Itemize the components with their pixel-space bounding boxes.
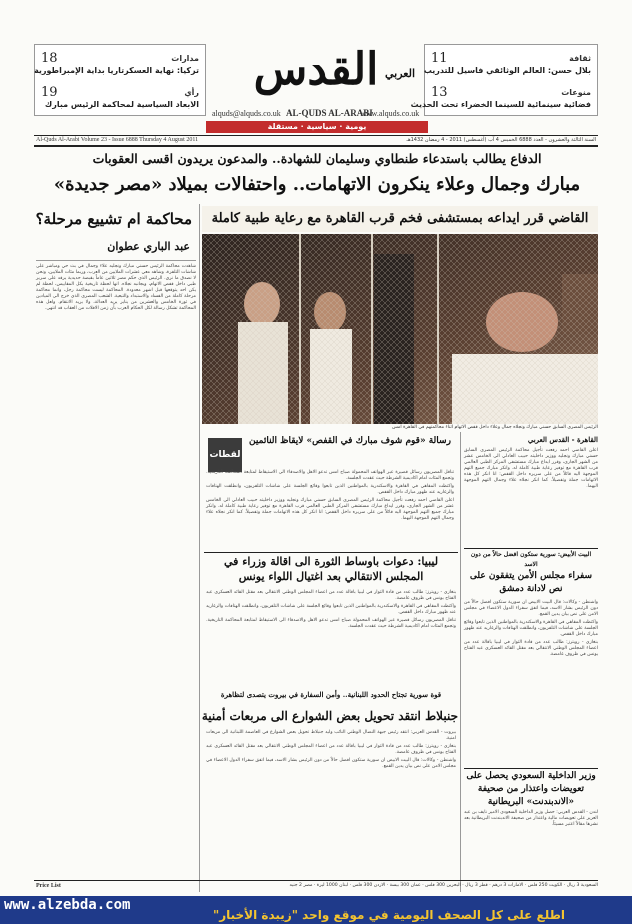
syria-body xyxy=(464,600,598,770)
opinion-author: عبد الباري عطوان xyxy=(107,240,190,253)
logo-text: القدس xyxy=(253,44,379,95)
website-address[interactable]: www.alquds.co.uk xyxy=(360,109,420,118)
saudi-body xyxy=(464,810,598,888)
right-column-body xyxy=(464,448,598,548)
saudi-top-rule xyxy=(464,768,598,769)
message-paragraph: تناقل المصريون رسائل قصيرة عبر الهواتف المحمولة صباح امس تدعو الاهل والاصدقاء الى الاستيقاظ لمتابعة المحاكمة التاريخية. وتجمع المئات امام اكاديمية الشرطة حيث عقدت الجلسة. xyxy=(206,470,454,481)
libya-paragraph: بنغازي - رويترز: طالب عدد من قادة الثوار في ليبيا باقالة عدد من اعضاء المجلس الوطني الانتقالي بعد مقتل القائد العسكري عبد الفتاح يونس في ظروف غامضة. xyxy=(206,590,456,601)
libya-paragraph-3: تناقل المصريون رسائل قصيرة عبر الهواتف المحمولة صباح امس تدعو الاهل والاصدقاء الى الاستيقاظ لمتابعة المحاكمة التاريخية. وتجمع المئات امام اكاديمية الشرطة حيث عقدت الجلسة. xyxy=(206,618,456,629)
opinion-paragraph: شاهدت محاكمة الرئيس حسني مبارك ونجليه علاء وجمال في بث حي ومباشر على شاشات التلفزة، وشاهد معي عشرات الملايين من العرب، وربما مئات الملايين، ونحن لا نصدق ما نرى. الرئيس الذي حكم مصر ثلاثين عاماً بقبضة حديدية يرقد على سرير طبي داخل قفص الاتهام، وبجانبه نجلاه. انها لحظة تاريخية بكل المقاييس، لحظة لم يكن احد يتوقعها قبل اشهر معدودة. المحاكمة ليست محاكمة رجل، وانما محاكمة مرحلة كاملة من الفساد والاستبداد والتبعية. الشعب المصري الذي خرج الى الميادين في ثورة الخامس والعشرين من يناير يريد العدالة، ولا يريد الانتقام. ولعل هذه المحاكمة تشكل رسالة لكل الحكام العرب بأن زمن الافلات من العقاب قد انتهى. xyxy=(36,264,196,311)
libya-headline[interactable]: ليبيا: دعوات باوساط الثورة الى اقالة وزراء في المجلس الانتقالي بعد اغتيال اللواء يونس xyxy=(223,555,439,583)
teaser-right-1-number: 11 xyxy=(431,50,448,66)
date-line: السنة الثالثة والعشرون - العدد 6888 الخميس 4 آب (أغسطس) 2011 - 4 رمضان 1432هـ xyxy=(406,137,596,143)
teaser-right-1-row[interactable] xyxy=(425,63,597,77)
price-rule xyxy=(34,880,598,881)
message-badge: لقطات xyxy=(208,438,242,472)
jumblatt-paragraph-3: واشنطن - وكالات: قال البيت الابيض ان سورية ستكون افضل حالاً من دون الرئيس بشار الاسد، فيما اتفق سفراء الدول الاعضاء في مجلس الامن على نص بيان يدين القمع. xyxy=(206,758,456,769)
right-divider xyxy=(460,432,461,892)
jumblatt-paragraph-2: بنغازي - رويترز: طالب عدد من قادة الثوار في ليبيا باقالة عدد من اعضاء المجلس الوطني الانتقالي بعد مقتل القائد العسكري عبد الفتاح يونس في ظروف غامضة. xyxy=(206,744,456,755)
teaser-left-1-number: 18 xyxy=(41,50,58,66)
teaser-left-1-category: مدارات xyxy=(171,53,199,63)
price-list-label: Price List xyxy=(36,883,61,889)
opinion-body xyxy=(36,264,196,884)
jumblatt-body xyxy=(206,730,456,886)
teaser-left-1-row[interactable] xyxy=(35,63,205,77)
teaser-left-2-row[interactable] xyxy=(35,97,205,111)
syria-top-rule xyxy=(464,548,598,549)
syria-un-headline[interactable]: سفراء مجلس الأمن يتفقون على نص لادانة دمشق xyxy=(469,571,593,594)
teaser-right-1-text: بلال حسن: العالم الوثائقي فاسيل للتدريب xyxy=(423,65,591,75)
syria-paragraph: واشنطن - وكالات: قال البيت الابيض ان سورية ستكون افضل حالاً من دون الرئيس بشار الاسد، فيما اتفق سفراء الدول الاعضاء في مجلس الامن على نص بيان يدين القمع. xyxy=(464,600,598,617)
jumblatt-paragraph: بيروت - القدس العربي: انتقد رئيس جبهة النضال الوطني النائب وليد جنبلاط تحويل بعض الشوارع في العاصمة اللبنانية الى مربعات امنية. xyxy=(206,730,456,741)
masthead-logo xyxy=(205,40,427,104)
saudi-headline[interactable]: وزير الداخلية السعودي يحصل على تعويضات واعتذار من صحيفة «الاندبندنت» البريطانية xyxy=(466,771,596,807)
teaser-left-2-number: 19 xyxy=(41,84,58,100)
main-headline[interactable]: مبارك وجمال وعلاء ينكرون الاتهامات.. واحتفالات بميلاد «مصر جديدة» xyxy=(53,174,581,195)
teaser-left-1-text: تركيا: نهاية العسكرتاريا بداية الإمبراطورية xyxy=(34,65,199,75)
syria-us-headline[interactable]: البيت الأبيض: سورية ستكون افضل حالاً من دون الاسد xyxy=(470,551,592,568)
kicker-headline[interactable]: الدفاع يطالب باستدعاء طنطاوي وسليمان للشهادة.. والمدعون يريدون اقسى العقوبات xyxy=(92,151,542,166)
message-headline[interactable]: رسالة «قوم شوف مبارك في القفص» لايقاظ النائمين xyxy=(249,436,451,446)
teaser-left-2-text: الابعاد السياسية لمحاكمة الرئيس مبارك xyxy=(44,99,199,109)
section-strip: يومية · سياسية · مستقلة xyxy=(206,121,428,133)
libya-body xyxy=(206,590,456,690)
saudi-paragraph: لندن - القدس العربي: حصل وزير الداخلية السعودي الامير نايف بن عبد العزيز على تعويضات مالية واعتذار من صحيفة الاندبندنت البريطانية بعد نشرها مقالاً اعتبر مسيئاً. xyxy=(464,810,598,827)
teaser-left-2-category: رأي xyxy=(184,87,199,97)
footer-banner[interactable] xyxy=(0,896,632,924)
latin-name: AL-QUDS AL-ARABI xyxy=(286,108,373,118)
courtroom-photo[interactable] xyxy=(202,234,598,424)
center-paragraph: واكتظت المقاهي في القاهرة والاسكندرية بالمواطنين الذين تابعوا وقائع الجلسة على شاشات التلفزيون، وانطلقت الهتافات والزغاريد عند ظهور مبارك داخل القفص. xyxy=(206,484,454,495)
edition-line: Al-Quds Al-Arabi Volume 23 - Issue 6888 Thursday 4 August 2011 xyxy=(36,137,199,143)
teaser-right-2-category: منوعات xyxy=(561,87,591,97)
footer-site[interactable]: www.alzebda.com xyxy=(4,897,131,913)
teaser-right-2-number: 13 xyxy=(431,84,448,100)
photo-caption: الرئيس المصري السابق حسني مبارك ونجلاه جمال وعلاء داخل قفص الاتهام اثناء محاكمتهم في القاهرة امس xyxy=(392,425,598,430)
center-paragraph-repeat: اعلن القاضي احمد رفعت تأجيل محاكمة الرئيس المصري السابق حسني مبارك ونجليه ووزير داخليته حبيب العادلي الى الخامس عشر من الشهر الجاري، وقرر ايداع مبارك مستشفى المركز الطبي العالمي قرب القاهرة مع توفير رعاية طبية كاملة له. وانكر مبارك جميع التهم الموجهة اليه قائلاً من على سريره داخل القفص: انا انكر كل هذه الاتهامات جملة وتفصيلاً. كما انكر نجلاه علاء وجمال التهم الموجهة اليهما. xyxy=(206,498,454,521)
opinion-title[interactable]: محاكمة ام تشييع مرحلة؟ xyxy=(35,210,192,228)
footer-banner-text[interactable]: اطلع على كل الصحف اليومية في موقع واحد "زيبدة الأخبار" xyxy=(212,908,566,922)
masthead-rule-top xyxy=(34,135,598,136)
logo-small: العربي xyxy=(384,67,415,80)
teaser-right-2-text: فضائية سينمائية للسينما الخضراء تحت الحديث xyxy=(410,99,591,109)
libya-paragraph-2: واكتظت المقاهي في القاهرة والاسكندرية بالمواطنين الذين تابعوا وقائع الجلسة على شاشات التلفزيون، وانطلقت الهتافات والزغاريد عند ظهور مبارك داخل القفص. xyxy=(206,604,456,615)
cage-photo-illustration xyxy=(202,234,598,424)
opinion-rule xyxy=(36,260,196,261)
teaser-right-2-row[interactable] xyxy=(410,97,597,111)
price-list: السعودية 3 ريال · الكويت 250 فلس · الامارات 3 درهم · قطر 3 ريال · البحرين 300 فلس · عمان 300 بيسة · الاردن 300 فلس · لبنان 1000 ليرة · مصر 2 جنيه xyxy=(289,883,598,888)
photo-headline[interactable]: القاضي قرر ايداعه بمستشفى فخم قرب القاهرة مع رعاية طبية كاملة xyxy=(202,206,598,232)
teaser-box-right[interactable] xyxy=(410,44,598,116)
right-column-kicker: القاهرة - القدس العربي xyxy=(527,435,598,444)
masthead-rule-bottom xyxy=(34,145,598,147)
right-column-paragraph: اعلن القاضي احمد رفعت تأجيل محاكمة الرئيس المصري السابق حسني مبارك ونجليه ووزير داخليته حبيب العادلي الى الخامس عشر من الشهر الجاري، وقرر ايداع مبارك مستشفى المركز الطبي العالمي قرب القاهرة مع توفير رعاية طبية كاملة له. وانكر مبارك جميع التهم الموجهة اليه قائلاً من على سريره داخل القفص: انا انكر كل هذه الاتهامات جملة وتفصيلاً. كما انكر نجلاه علاء وجمال التهم الموجهة اليهما. xyxy=(464,448,598,489)
syria-paragraph-3: بنغازي - رويترز: طالب عدد من قادة الثوار في ليبيا باقالة عدد من اعضاء المجلس الوطني الانتقالي بعد مقتل القائد العسكري عبد الفتاح يونس في ظروف غامضة. xyxy=(464,640,598,657)
email-address[interactable]: alquds@alquds.co.uk xyxy=(212,109,281,118)
opinion-divider xyxy=(199,204,200,892)
message-body xyxy=(206,470,454,550)
syria-paragraph-2: واكتظت المقاهي في القاهرة والاسكندرية بالمواطنين الذين تابعوا وقائع الجلسة على شاشات التلفزيون، وانطلقت الهتافات والزغاريد عند ظهور مبارك داخل القفص. xyxy=(464,620,598,637)
teaser-box-left[interactable] xyxy=(34,44,206,116)
jumblatt-headline[interactable]: جنبلاط انتقد تحويل بعض الشوارع الى مربعات أمنية xyxy=(201,709,458,723)
hama-headline[interactable]: قوة سورية تجتاح الحدود اللبنانية.. وأمن السفارة في بيروت يتصدى لتظاهرة xyxy=(220,690,442,699)
libya-top-rule xyxy=(204,552,458,553)
teaser-right-1-category: ثقافة xyxy=(569,53,591,63)
